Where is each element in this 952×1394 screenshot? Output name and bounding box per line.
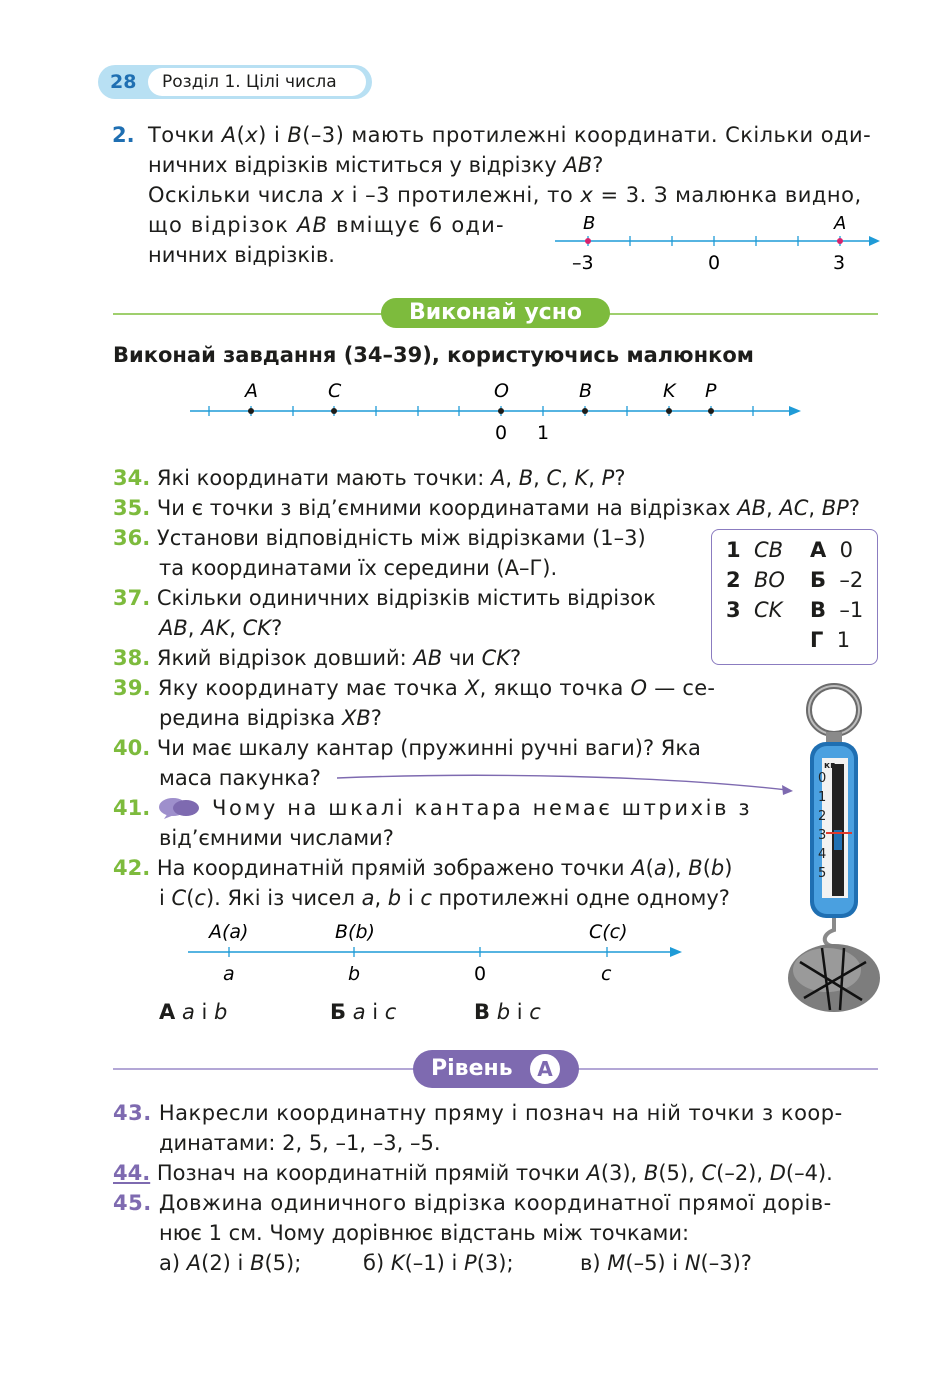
scale-mark-0: 0 — [818, 771, 827, 786]
point-a-dot — [837, 238, 843, 244]
level-label: Рівень — [431, 1056, 513, 1081]
example-number-line — [550, 205, 890, 275]
label-three: 3 — [833, 252, 846, 274]
matching-table: 1 CB 2 BO 3 CK А 0 Б –2 В –1 Г 1 — [711, 529, 878, 665]
point-o-label: O — [494, 380, 509, 402]
task-35: 35. Чи є точки з від’ємними координатами на відрізках AB, AC, BP? — [113, 496, 860, 520]
scale-mark-5: 5 — [818, 866, 827, 881]
label-b: B — [583, 213, 596, 234]
tick-one: 1 — [537, 422, 550, 444]
scale-mark-3: 3 — [818, 828, 827, 843]
point-b-dot — [585, 238, 591, 244]
level-divider-left — [113, 1068, 415, 1070]
point-a-label: A — [245, 380, 258, 402]
task-41-line-1: Чому на шкалі кантара немає штрихів з — [212, 796, 753, 820]
label-a: A — [834, 213, 847, 234]
task-42-line-2: і C(c). Які із чисел a, b і c протилежні одне одному? — [159, 886, 730, 910]
task-36: 36. Установи відповідність між відрізками (1–3) — [113, 526, 646, 550]
level-divider-right — [576, 1068, 878, 1070]
point-c-label: C — [328, 380, 342, 402]
section-title: Розділ 1. Цілі числа — [148, 68, 366, 96]
divider-left — [113, 313, 383, 315]
point-p-label: P — [705, 380, 717, 402]
task-45-part-b: б) K(–1) і P(3); — [363, 1251, 514, 1275]
tick-zero: 0 — [495, 422, 508, 444]
scale-mark-4: 4 — [818, 847, 827, 862]
example-line-2: ничних відрізків міститься у відрізку AB? — [148, 153, 604, 177]
tick-b: b — [348, 963, 361, 985]
page-header — [98, 65, 372, 99]
option-v: В b і c — [474, 1000, 541, 1024]
point-b-label: B — [579, 380, 593, 402]
main-number-line — [185, 375, 815, 447]
label-b-of-b: B(b) — [335, 921, 375, 943]
divider-right — [608, 313, 878, 315]
tick-0: 0 — [474, 963, 487, 985]
task-36-line-2: та координатами їх середини (А–Г). — [159, 556, 558, 580]
option-b: Б a і c — [330, 1000, 397, 1024]
scale-unit: кг — [824, 761, 835, 771]
task-40: 40. Чи має шкалу кантар (пружинні ручні ваги)? Яка — [113, 736, 701, 760]
task-45-part-a: а) A(2) і B(5); — [159, 1251, 302, 1275]
example-number: 2. — [112, 123, 135, 147]
page-number: 28 — [110, 71, 137, 93]
pointer-arrow — [335, 768, 800, 800]
example-line-5: ничних відрізків. — [148, 243, 335, 267]
task-37: 37. Скільки одиничних відрізків містить відрізок — [113, 586, 656, 610]
label-zero: 0 — [708, 252, 721, 274]
scale-mark-2: 2 — [818, 809, 827, 824]
level-letter: А — [530, 1054, 560, 1084]
task-38: 38. Який відрізок довший: AB чи CK? — [113, 646, 522, 670]
task-40-line-2: маса пакунка? — [159, 766, 321, 790]
example-line-1: Точки A(x) і B(–3) мають протилежні координати. Скільки оди- — [148, 123, 872, 147]
task-43: 43. Накресли координатну пряму і познач на ній точки з коор- — [113, 1101, 843, 1125]
task-41-line-2: від’ємними числами? — [159, 826, 394, 850]
task-41: 41. — [113, 796, 151, 820]
task-34: 34. Які координати мають точки: A, B, C, K, P? — [113, 466, 626, 490]
label-minus3: –3 — [572, 252, 594, 274]
level-badge — [413, 1050, 579, 1088]
task-37-line-2: AB, AK, CK? — [159, 616, 283, 640]
task-45-part-c: в) M(–5) і N(–3)? — [580, 1251, 752, 1275]
scale-mark-1: 1 — [818, 790, 827, 805]
task-45: 45. Довжина одиничного відрізка координатної прямої дорів- — [113, 1191, 832, 1215]
option-a: А a і b — [159, 1000, 228, 1024]
task-39: 39. Яку координату має точка X, якщо точка O — се- — [113, 676, 716, 700]
task-39-line-2: редина відрізка XB? — [159, 706, 382, 730]
task-44: 44. Познач на координатній прямій точки A(3), B(5), C(–2), D(–4). — [113, 1161, 833, 1185]
oral-instruction: Виконай завдання (34–39), користуючись малюнком — [113, 343, 754, 367]
example-line-3: Оскільки числа x і –3 протилежні, то x = 3. З малюнка видно, — [148, 183, 862, 207]
spring-scale-illustration — [782, 680, 892, 1020]
task-45-line-2: нює 1 см. Чому дорівнює відстань між точками: — [159, 1221, 690, 1245]
task-42-number-line — [180, 918, 700, 990]
task-42: 42. На координатній прямій зображено точки A(a), B(b) — [113, 856, 733, 880]
point-k-label: K — [663, 380, 676, 402]
tick-c: c — [601, 963, 612, 985]
oral-title: Виконай усно — [381, 298, 610, 328]
label-a-of-a: A(a) — [209, 921, 249, 943]
example-line-4: що відрізок AB вміщує 6 оди- — [148, 213, 505, 237]
tick-a: a — [223, 963, 235, 985]
label-c-of-c: C(c) — [589, 921, 628, 943]
discussion-icon — [158, 796, 202, 820]
task-43-line-2: динатами: 2, 5, –1, –3, –5. — [159, 1131, 441, 1155]
